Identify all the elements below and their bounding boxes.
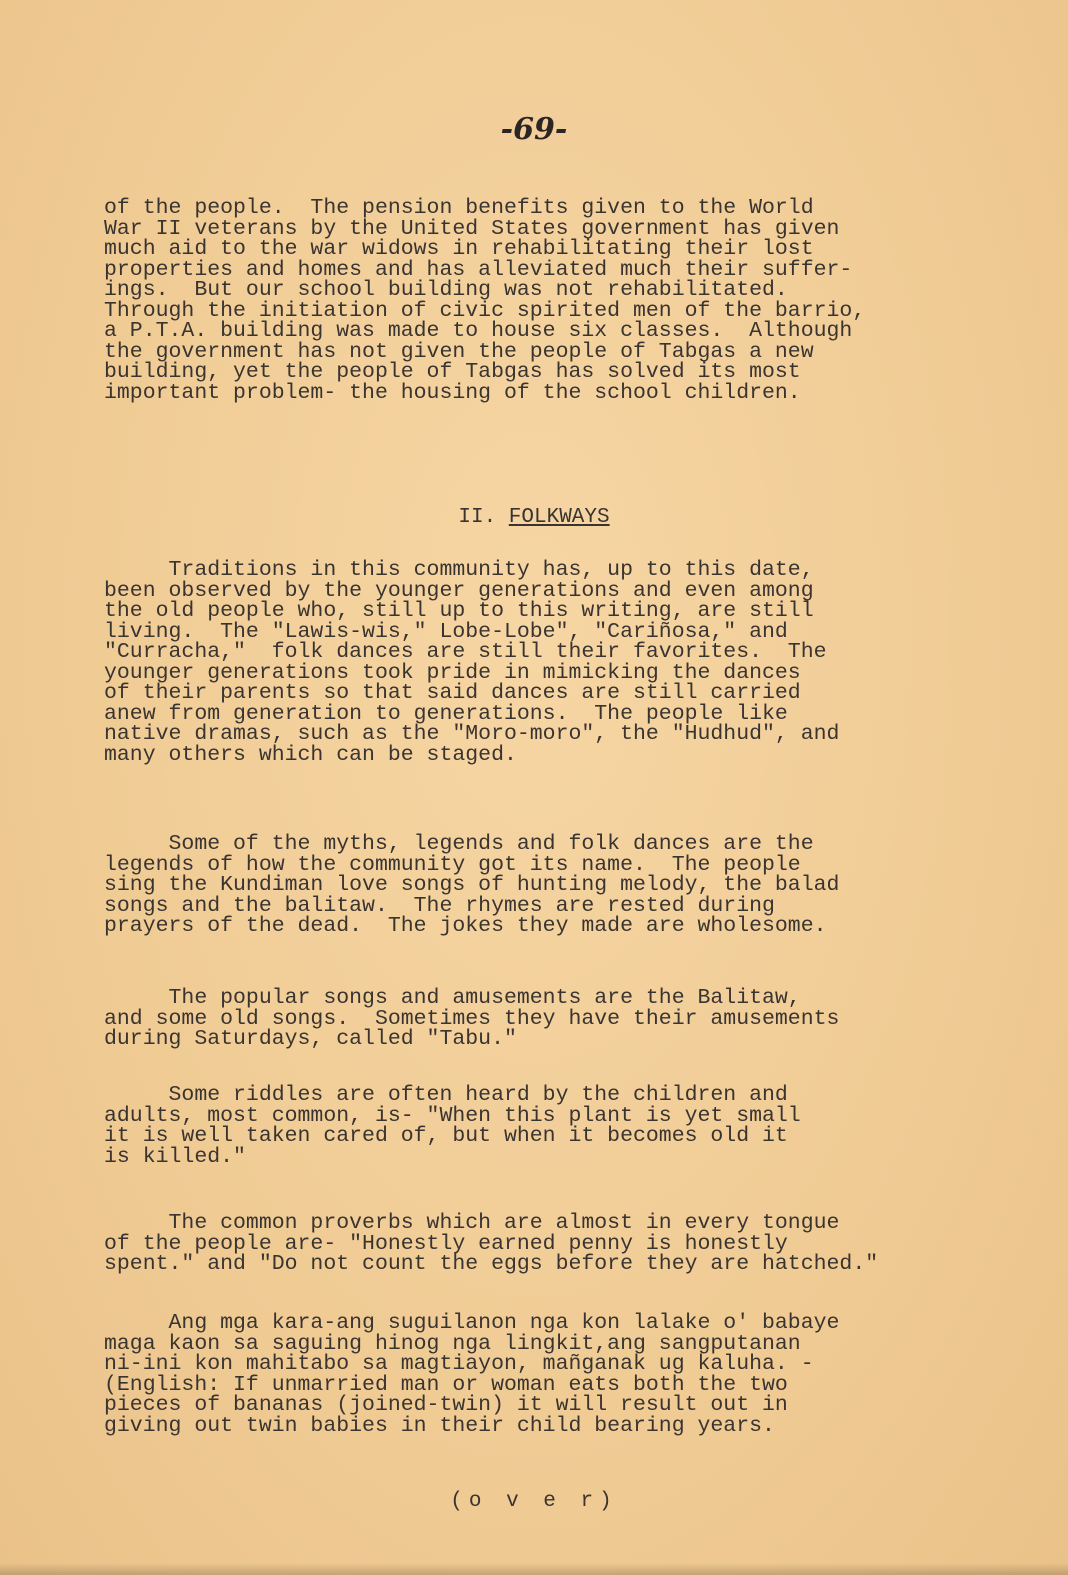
text-line: been observed by the younger generations and even among [104,578,814,603]
text-line: giving out twin babies in their child bearing years. [104,1413,775,1438]
text-line: is killed." [104,1144,246,1169]
page-footer: (o v e r) [450,1490,618,1513]
text-line: sing the Kundiman love songs of hunting melody, the balad [104,873,840,897]
text-line: Some of the myths, legends and folk dances are the [104,832,814,856]
text-line: it is well taken cared of, but when it becomes old it [104,1124,788,1148]
text-line: (English: If unmarried man or woman eats both the two [104,1372,788,1397]
text-line: The common proverbs which are almost in every tongue [104,1211,840,1235]
text-line: native dramas, such as the "Moro-moro", the "Hudhud", and [104,722,840,746]
text-line: War II veterans by the United States government has given [104,216,840,241]
text-line: spent." and "Do not count the eggs before they are hatched." [104,1252,879,1276]
paragraph-belief [104,1313,984,1436]
text-line: the government has not given the people of Tabgas a new [104,339,814,364]
text-line: younger generations took pride in mimicking the dances [104,660,801,685]
section-number: II. [458,506,497,529]
page-edge-shadow [0,1563,1068,1575]
paragraph-myths [104,834,984,937]
text-line: properties and homes and has alleviated much their suffer- [104,257,853,282]
section-heading [0,506,1068,529]
paragraph-songs [104,988,984,1050]
text-line: legends of how the community got its name. The people [104,852,801,877]
paragraph-proverbs [104,1213,984,1275]
text-line: ni-ini kon mahitabo sa magtiayon, mañganak ug kaluha. - [104,1352,814,1376]
text-line: building, yet the people of Tabgas has solved its most [104,360,801,384]
text-line: during Saturdays, called "Tabu." [104,1027,517,1051]
paragraph-traditions [104,560,984,765]
paragraph-riddles [104,1085,984,1167]
text-line: maga kaon sa saguing hinog nga lingkit,ang sangputanan [104,1331,801,1356]
text-line: adults, most common, is- "When this plant is yet small [104,1103,801,1128]
text-line: Some riddles are often heard by the children and [104,1083,788,1107]
text-line: anew from generation to generations. The people like [104,701,788,726]
text-line: of their parents so that said dances are still carried [104,681,801,705]
text-line: and some old songs. Sometimes they have their amusements [104,1006,840,1031]
text-line: many others which can be staged. [104,742,517,767]
paragraph-pension [104,198,984,403]
text-line: songs and the balitaw. The rhymes are rested during [104,893,775,918]
text-line: a P.T.A. building was made to house six classes. Although [104,319,853,343]
text-line: of the people are- "Honestly earned penny is honestly [104,1231,788,1256]
text-line: of the people. The pension benefits given to the World [104,196,814,220]
text-line: pieces of bananas (joined-twin) it will result out in [104,1393,788,1417]
text-line: Traditions in this community has, up to this date, [104,558,814,582]
text-line: Through the initiation of civic spirited men of the barrio, [104,298,866,323]
section-title: FOLKWAYS [508,506,610,529]
text-line: important problem- the housing of the school children. [104,380,801,405]
text-line: much aid to the war widows in rehabilitating their lost [104,237,814,261]
text-line: living. The "Lawis-wis," Lobe-Lobe", "Cariñosa," and [104,619,788,644]
text-line: ings. But our school building was not rehabilitated. [104,278,788,302]
page-number: -69- [500,112,568,147]
text-line: the old people who, still up to this writing, are still [104,599,814,623]
text-line: "Curracha," folk dances are still their favorites. The [104,640,827,664]
text-line: prayers of the dead. The jokes they made are wholesome. [104,914,827,938]
text-line: The popular songs and amusements are the Balitaw, [104,986,801,1010]
text-line: Ang mga kara-ang suguilanon nga kon lalake o' babaye [104,1311,840,1335]
